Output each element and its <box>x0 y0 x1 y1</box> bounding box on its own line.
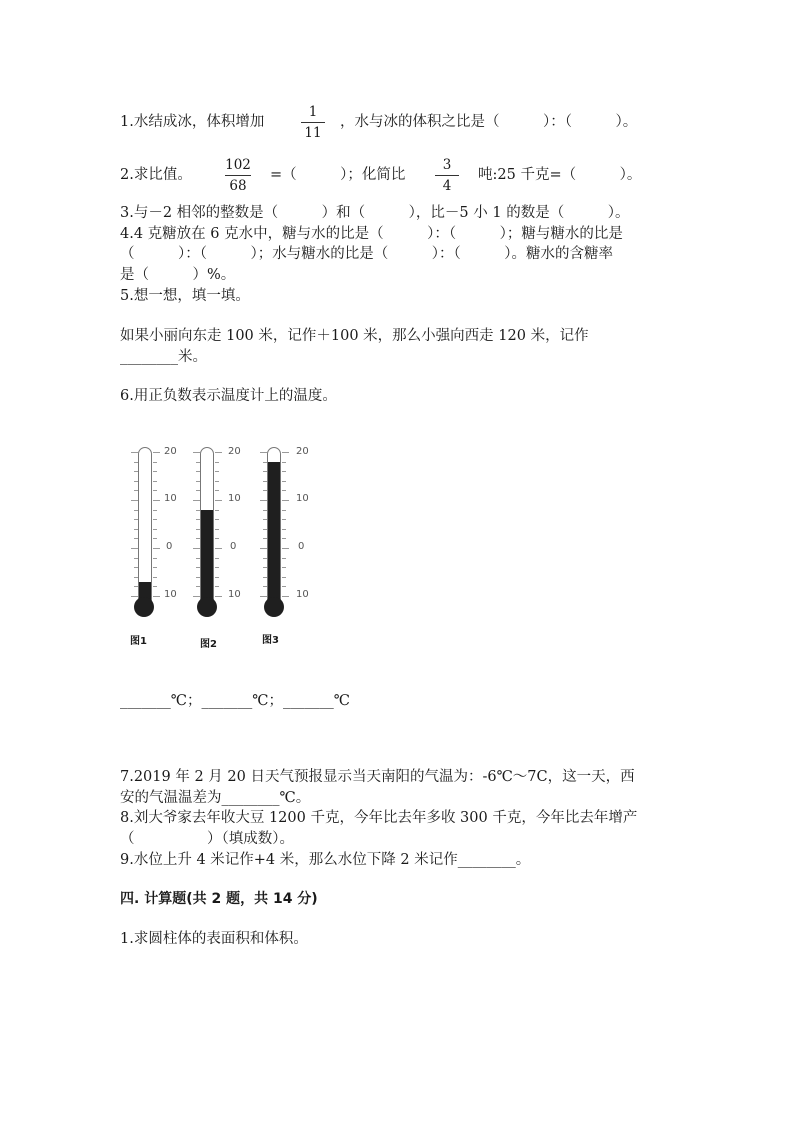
q2-fraction-1-numerator: 102 <box>225 157 251 173</box>
thermometer-3-tick <box>263 577 267 578</box>
thermometer-3-tick <box>263 510 267 511</box>
thermometer-1-tick <box>134 558 138 559</box>
thermometer-2-tick <box>196 567 200 568</box>
thermometer-3-tick <box>282 490 286 491</box>
thermometer-3-tick <box>260 548 267 549</box>
thermometer-2-tick <box>215 538 219 539</box>
thermometer-2-tick <box>196 529 200 530</box>
thermometer-3-tick <box>282 596 289 597</box>
q9-line: 9.水位上升 4 米记作+4 米，那么水位下降 2 米记作________。 <box>120 852 531 868</box>
thermometer-2-tick <box>196 490 200 491</box>
thermometer-3-tick <box>282 529 286 530</box>
thermometer-3-tick <box>282 548 289 549</box>
thermometer-3-tick <box>282 452 289 453</box>
thermometer-1-tick <box>153 548 160 549</box>
thermometer-1-caption: 图1 <box>130 636 147 647</box>
thermometer-3-tick <box>263 471 267 472</box>
thermometer-2-tick <box>215 567 219 568</box>
thermometer-2-tick <box>215 519 219 520</box>
thermometer-1-tick <box>131 452 138 453</box>
fraction-bar <box>301 122 325 123</box>
thermometer-1-tick <box>153 500 160 501</box>
thermometer-2-tick <box>196 558 200 559</box>
thermometer-1-tick <box>153 567 157 568</box>
thermometer-2-tick <box>215 510 219 511</box>
q7-line-1: 7.2019 年 2 月 20 日天气预报显示当天南阳的气温为：-6℃～7C，这一天，西 <box>120 769 635 785</box>
thermometer-2-bulb <box>197 597 217 617</box>
thermometer-1-tick <box>153 452 160 453</box>
thermometer-1-bulb <box>134 597 154 617</box>
q2-prefix: 2.求比值。 <box>120 167 192 183</box>
q8-line-1: 8.刘大爷家去年收大豆 1200 千克，今年比去年多收 300 千克，今年比去年增产 <box>120 810 638 826</box>
q2-after: 吨:25 千克=（ ）。 <box>478 167 642 183</box>
q2-fraction-2-numerator: 3 <box>442 157 452 173</box>
thermometer-3-tick <box>260 452 267 453</box>
thermometer-2-tick <box>193 548 200 549</box>
q6-title: 6.用正负数表示温度计上的温度。 <box>120 388 337 404</box>
q6-answer-line: _______℃；_______℃；_______℃ <box>120 693 350 709</box>
thermometer-1-tick <box>134 586 138 587</box>
q2-fraction-1 <box>222 157 254 194</box>
thermometer-2-tick <box>193 500 200 501</box>
thermometer-2-tick <box>215 586 219 587</box>
thermometer-3-label-10: 10 <box>296 493 309 504</box>
thermometer-3-tick <box>282 558 286 559</box>
thermometer-3-tick <box>263 490 267 491</box>
q1-fraction-denominator: 11 <box>304 125 322 141</box>
thermometer-2-caption: 图2 <box>200 639 217 650</box>
thermometer-1-tick <box>134 538 138 539</box>
thermometer-1-tick <box>153 490 157 491</box>
thermometer-3-tick <box>282 519 286 520</box>
thermometer-1-label-0: 0 <box>166 541 173 552</box>
q2-fraction-1-denominator: 68 <box>229 178 247 194</box>
thermometer-1-tick <box>134 471 138 472</box>
thermometer-2-tick <box>215 471 219 472</box>
q1-fraction-numerator: 1 <box>308 104 318 120</box>
q4-line-1: 4.4 克糖放在 6 克水中，糖与水的比是（ ）：（ ）；糖与糖水的比是 <box>120 226 623 242</box>
thermometer-2-tick <box>215 500 222 501</box>
section-4-question-1: 1.求圆柱体的表面积和体积。 <box>120 931 308 947</box>
q5-line-2: ________米。 <box>120 349 207 365</box>
thermometer-1-tick <box>153 462 157 463</box>
thermometer-1-label-10: 10 <box>164 493 177 504</box>
thermometer-1-mercury <box>139 582 151 600</box>
thermometer-3-tick <box>263 462 267 463</box>
thermometer-1-tick <box>134 481 138 482</box>
thermometer-2-tick <box>215 481 219 482</box>
thermometer-3-tick <box>263 567 267 568</box>
q7-line-2: 安的气温温差为________℃。 <box>120 790 311 806</box>
thermometer-3-bulb <box>264 597 284 617</box>
section-4-heading: 四. 计算题(共 2 题，共 14 分) <box>120 891 318 907</box>
thermometer-1-tick <box>153 481 157 482</box>
thermometer-2-tick <box>196 510 200 511</box>
q1-text-after: ，水与冰的体积之比是（ ）：（ ）。 <box>340 114 638 130</box>
q2-fraction-2 <box>432 157 462 194</box>
q4-line-2: （ ）：（ ）；水与糖水的比是（ ）：（ ）。糖水的含糖率 <box>120 246 613 262</box>
thermometer-1-tick <box>153 558 157 559</box>
thermometer-3-label-minus10: 10 <box>296 589 309 600</box>
thermometer-2-tick <box>215 529 219 530</box>
thermometer-2-label-10: 10 <box>228 493 241 504</box>
thermometer-3-tick <box>260 500 267 501</box>
thermometer-1-tick <box>153 471 157 472</box>
thermometer-2-tick <box>215 577 219 578</box>
thermometer-1-tick <box>134 577 138 578</box>
thermometer-1-tick <box>153 586 157 587</box>
thermometer-2-tick <box>196 538 200 539</box>
thermometer-1-tick <box>134 462 138 463</box>
thermometer-1-tick <box>153 596 160 597</box>
thermometer-2-label-minus10: 10 <box>228 589 241 600</box>
thermometer-2-tick <box>215 490 219 491</box>
thermometer-2-tube <box>200 447 214 601</box>
thermometer-2-tick <box>193 596 200 597</box>
thermometer-2-tick <box>215 462 219 463</box>
thermometer-1-tick <box>134 510 138 511</box>
thermometer-2-tick <box>215 548 222 549</box>
q8-line-2: （ ）（填成数）。 <box>120 831 294 847</box>
thermometer-1-tick <box>134 519 138 520</box>
thermometer-2-tick <box>215 596 222 597</box>
thermometer-3-tick <box>282 510 286 511</box>
thermometer-2-tick <box>196 462 200 463</box>
q2-fraction-2-denominator: 4 <box>442 178 452 194</box>
thermometer-2-label-20: 20 <box>228 446 241 457</box>
thermometer-3-tick <box>263 586 267 587</box>
thermometer-2-mercury <box>201 510 213 600</box>
thermometer-1-tick <box>134 490 138 491</box>
thermometer-3-tick <box>282 586 286 587</box>
q3-line: 3.与－2 相邻的整数是（ ）和（ ），比－5 小 1 的数是（ ）。 <box>120 205 630 221</box>
thermometer-3-tick <box>263 538 267 539</box>
thermometer-1-tick <box>131 500 138 501</box>
thermometer-2-tick <box>193 452 200 453</box>
thermometer-2-tick <box>196 577 200 578</box>
thermometer-1-tick <box>131 548 138 549</box>
q5-line-1: 如果小丽向东走 100 米，记作＋100 米，那么小强向西走 120 米，记作 <box>120 328 589 344</box>
thermometer-3-caption: 图3 <box>262 635 279 646</box>
thermometer-2-tick <box>196 471 200 472</box>
thermometer-3-label-0: 0 <box>298 541 305 552</box>
thermometer-2-tick <box>196 519 200 520</box>
thermometer-2-tick <box>196 586 200 587</box>
thermometer-3-tick <box>263 481 267 482</box>
thermometer-1-tick <box>153 510 157 511</box>
thermometer-1-label-20: 20 <box>164 446 177 457</box>
thermometer-1-tick <box>153 529 157 530</box>
thermometer-1-tick <box>153 519 157 520</box>
thermometer-3-tick <box>282 481 286 482</box>
thermometer-1-tick <box>131 596 138 597</box>
thermometer-3-tick <box>282 500 289 501</box>
fraction-bar <box>435 175 459 176</box>
q4-line-3: 是（ ）%。 <box>120 267 236 283</box>
q2-mid: =（ ）；化简比 <box>270 167 406 183</box>
q1-line <box>120 112 264 132</box>
thermometer-2-tick <box>196 481 200 482</box>
thermometer-1-tube <box>138 447 152 601</box>
q5-title: 5.想一想，填一填。 <box>120 288 250 304</box>
thermometer-3-tick <box>263 529 267 530</box>
fraction-bar <box>225 175 251 176</box>
thermometer-1-tick <box>134 567 138 568</box>
thermometer-3-tick <box>282 538 286 539</box>
thermometer-3-tick <box>282 567 286 568</box>
q1-fraction <box>298 104 328 141</box>
thermometer-1-tick <box>153 577 157 578</box>
thermometer-1-label-minus10: 10 <box>164 589 177 600</box>
thermometer-3-tick <box>260 596 267 597</box>
thermometer-3-tick <box>282 577 286 578</box>
thermometer-3-tick <box>282 462 286 463</box>
thermometer-3-tick <box>263 519 267 520</box>
thermometer-2-tick <box>215 452 222 453</box>
thermometer-2-tick <box>215 558 219 559</box>
thermometer-3-mercury <box>268 462 280 600</box>
thermometer-3-tick <box>263 558 267 559</box>
thermometer-1-tick <box>153 538 157 539</box>
thermometer-2-label-0: 0 <box>230 541 237 552</box>
thermometer-1-tick <box>134 529 138 530</box>
q1-text-before: 1.水结成冰，体积增加 <box>120 114 265 130</box>
thermometer-3-label-20: 20 <box>296 446 309 457</box>
thermometer-3-tube <box>267 447 281 601</box>
thermometer-3-tick <box>282 471 286 472</box>
